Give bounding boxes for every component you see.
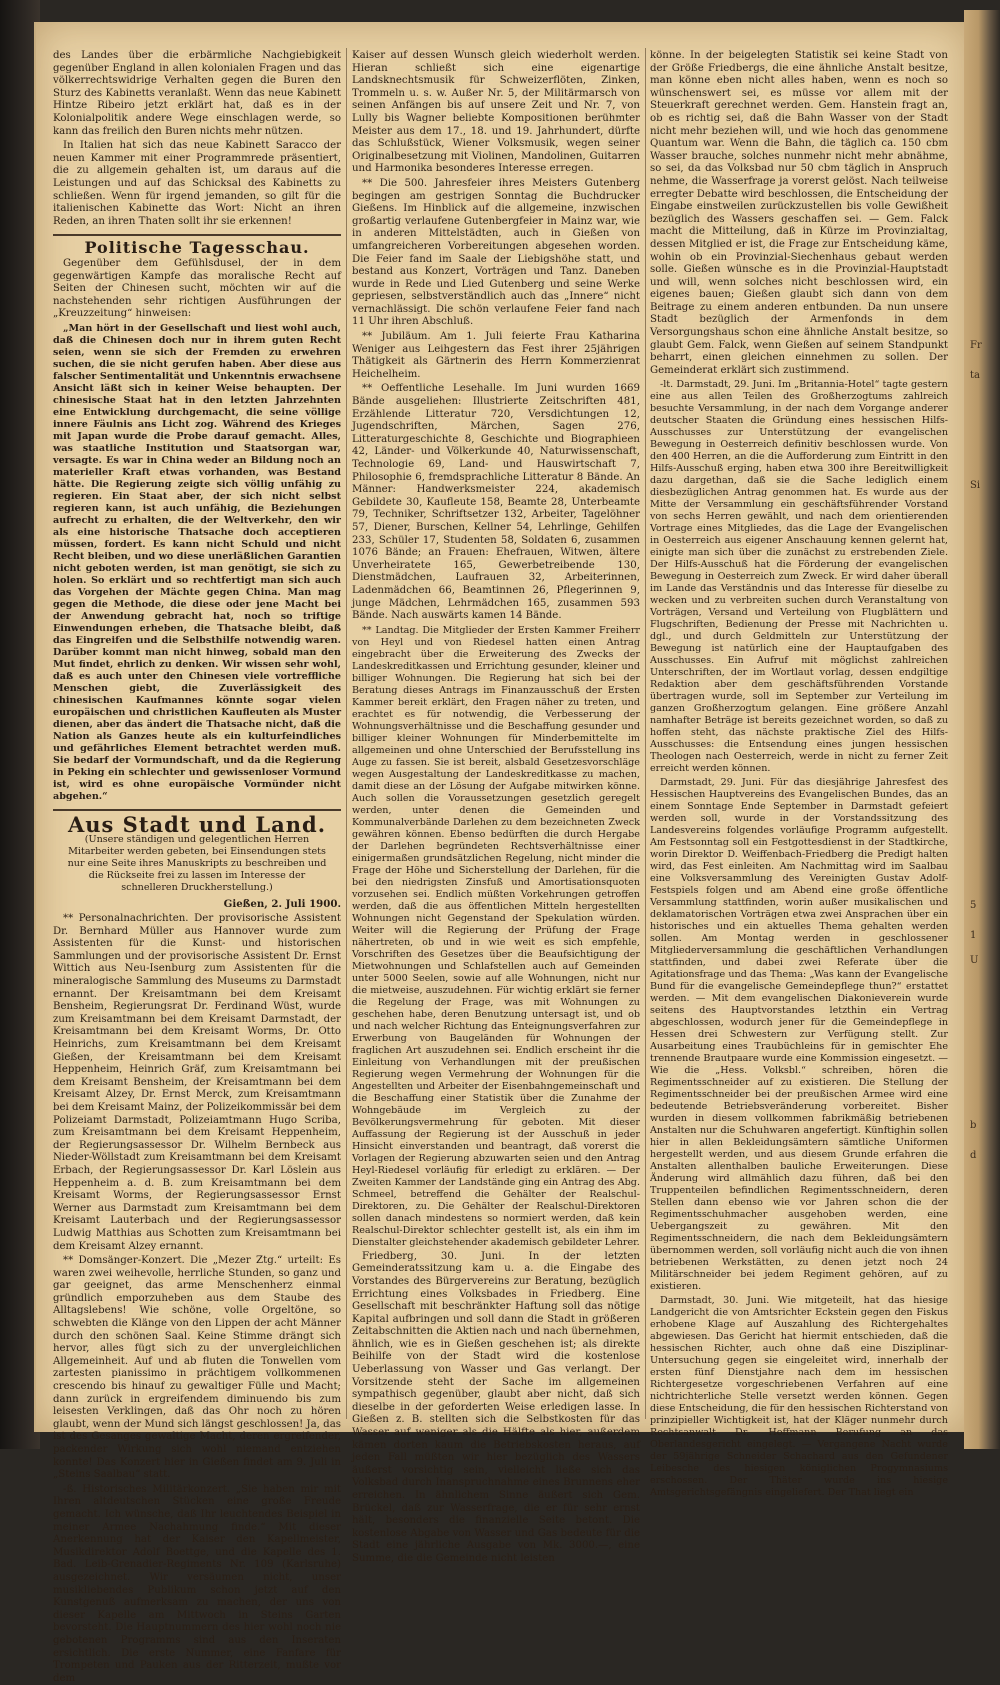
section-heading-local: Aus Stadt und Land. [67,811,327,837]
paragraph: des Landes über die erbärmliche Nachgiebigkeit gegenüber England in allen kolonialen Fragen und das völkerrechtswidrige Verhalten gegen die Buren den Sturz des Kabinetts veranlaßt. Wenn das neue Kabinett Hintze Ribeiro jetzt erklärt hat, daß es in der Kolonialpolitik andere Wege einschlagen werde, so kann das freilich den Buren nichts mehr nützen. [53,50,341,137]
paragraph: In Italien hat sich das neue Kabinett Saracco der neuen Kammer mit einer Programmrede präsentiert, die zu allgemein gehalten ist, um daraus auf die Leistungen und auf das Schicksal des Kabinetts zu schließen. Wenn für irgend jemanden, so gilt für die italienischen Kabinette das Wort: Nicht an ihren Reden, an ihren Thaten sollt ihr sie erkennen! [53,140,341,227]
adjacent-page-edge [964,10,1000,1449]
paragraph: -lt. Darmstadt, 29. Juni. Im „Britannia-Hotel“ tagte gestern eine aus allen Teilen des Großherzogtums zahlreich besuchte Versammlung, in der nach dem Vorgange anderer deutscher Staaten die Gründung eines hessischen Hilfs-Ausschusses zur Unterstützung der evangelischen Bewegung in Oesterreich definitiv beschlossen wurde. Von den 400 Herren, an die die Aufforderung zum Eintritt in den Hilfs-Ausschuß erging, haben etwa 300 ihre Bereitwilligkeit dazu dargethan, daß sie die Sache lediglich einem diesbezüglichen Antrag genommen hat. Es wurde aus der Mitte der Versammlung ein geschäftsführender Vorstand von sechs Herren gewählt, und nach dem orientierenden Vortrage eines Mitgliedes, das die Lage der Evangelischen in Oesterreich aus eigener Anschauung kennen gelernt hat, einigte man sich über die zunächst zu erstrebenden Ziele. Der Hilfs-Ausschuß hat die Förderung der evangelischen Bewegung in Oesterreich zum Zweck. Er wird daher überall im Lande das Verständnis und das Interesse für dieselbe zu wecken und zu verbreiten suchen durch Veranstaltung von Vorträgen, Versand und Verteilung von Flugblättern und Flugschriften, Bedienung der Presse mit Nachrichten u. dgl., und durch Geldmitteln zur Unterstützung der Bewegung ist natürlich eine der Hauptaufgaben des Ausschusses. Ein Aufruf mit möglichst zahlreichen Unterschriften, der im Wortlaut vorlag, dessen endgiltige Redaktion aber dem geschäftsführenden Vorstande übertragen wurde, soll im September zur Verteilung im ganzen Großherzogtum gelangen. Eine größere Anzahl namhafter Beträge ist bereits gezeichnet worden, so daß zu hoffen steht, das nächste praktische Ziel des Hilfs-Ausschusses: die Entsendung eines jungen hessischen Theologen nach Oesterreich, werde in nicht zu ferner Zeit erreicht werden können. [650,379,948,775]
paragraph: Darmstadt, 30. Juni. Wie mitgeteilt, hat das hiesige Landgericht die von Amtsrichter Eckstein gegen den Fiskus erhobene Klage auf Auszahlung des Richtergehaltes abgewiesen. Das Gericht hat hiermit entschieden, daß die hessischen Richter, auch ohne daß eine Disziplinar-Untersuchung gegen sie eingeleitet wird, innerhalb der ersten fünf Dienstjahre nach dem im hessischen Richtergesetze vorgeschriebenen Verfahren auf eine nichtrichterliche Stelle versetzt werden können. Gegen diese Entscheidung, die für den hessischen Richterstand von prinzipieller Wichtigkeit ist, hat der Kläger nunmehr durch Rechtsanwalt Dr. Hoffmann Berufung an das Oberlandesgericht eingelegt. — Vergangene Nacht wurde der 59jährige Schneider Schachard aus den Gefundener Leibesche des hiesigen königlichen Progymnasiums erschossen. Der Thäter wurde ins hiesige Amtsgerichtsgefängnis eingeliefert. Der That liegt ein [650,1295,948,1499]
dateline: Gießen, 2. Juli 1900. [223,898,341,911]
edge-snippet: Fr [970,340,982,351]
paragraph: ** Jubiläum. Am 1. Juli feierte Frau Katharina Weniger aus Leihgestern das Fest ihrer 25jährigen Thätigkeit als Gärtnerin des Herrn Kommerzienrat Heichelheim. [352,331,640,380]
edge-snippet: ta [970,370,980,381]
column-2 [352,50,640,1564]
paragraph: Darmstadt, 29. Juni. Für das diesjährige Jahresfest des Hessischen Hauptvereins des Evangelischen Bundes, das an einem Sonntage Ende September in Darmstadt gefeiert werden soll, wurde in der Vorstandssitzung des Landesvereins folgendes vorläufige Programm aufgestellt. Am Festsonntag soll ein Festgottesdienst in der Stadtkirche, worin Direktor D. Weiffenbach-Friedberg die Predigt halten wird, das Fest einleiten. Am Nachmittag wird im Saalbau eine Volksversammlung des Vereinigten Gustav Adolf-Festspiels folgen und am Abend eine große öffentliche Versammlung stattfinden, worin außer musikalischen und deklamatorischen Vorträgen etwa zwei Ansprachen über ein historisches und ein aktuelles Thema gehalten werden sollen. Am Montag werden in geschlossener Mitgliederversammlung die geschäftlichen Verhandlungen stattfinden, und dabei zwei Referate über die Agitationsfrage und das Thema: „Was kann der Evangelische Bund für die evangelische Gemeindepflege thun?“ erstattet werden. — Mit dem evangelischen Diakonieverein wurde seitens des Hauptvorstandes letzthin ein Vertrag abgeschlossen, wodurch jener für die Gemeindepflege in Hessen drei Schwestern zur Verfügung stellt. Zur Ausarbeitung eines Traubüchleins für in gemischter Ehe trennende Brautpaare wurde eine Kommission eingesetzt. — Wie die „Hess. Volksbl.“ schreiben, hören die Regimentsschneider auf zu existieren. Die Stellung der Regimentsschneider bei der preußischen Armee wird eine bedeutende Betriebsveränderung vorbereitet. Bisher wurden in diesem vollkommen fabrikmäßig betriebenen Anstalten nur die Schuhwaren angefertigt. Künftighin sollen hier in allen Bekleidungsämtern sämtliche Uniformen hergestellt werden, und aus diesem Grunde erfahren die Anstalten allenthalben bauliche Erweiterungen. Diese Änderung wird allmählich dazu führen, daß bei den Truppenteilen befindlichen Regimentsschneidern, deren Stellen dann ebenso wie vor Jahren schon die der Regimentsschuhmacher ausgehoben werden, eine Uebergangszeit zu gewähren. Mit den Regimentsschneidern, die nach dem Bekleidungsämtern übernommen werden, soll vorläufig nicht auch die von ihnen betriebenen Werkstätten, zu denen jetzt noch 24 Militärschneider bei jedem Regiment gehören, auf zu existieren. [650,777,948,1293]
edge-snippet: d [970,1150,977,1161]
paragraph: Friedberg, 30. Juni. In der letzten Gemeinderatssitzung kam u. a. die Eingabe des Vorstandes des Bürgervereins zur Beratung, bezüglich Errichtung eines Volksbades in Friedberg. Eine Gesellschaft mit beschränkter Haftung soll das nötige Kapital aufbringen und soll dann die Stadt in größeren Zeitabschnitten die Aktien nach und nach übernehmen, ähnlich, wie es in Gießen geschehen ist; als direkte Beihilfe von der Stadt wird die kostenlose Ueberlassung von Wasser und Gas verlangt. Der Vorsitzende steht der Sache im allgemeinen sympathisch gegenüber, glaubt aber nicht, daß sich dieselbe in der geforderten Weise erledigen lasse. In Gießen z. B. stellten sich die Selbstkosten für das Wasser auf weniger als die Hälfte als hier, außerdem kämen dorten kaum die Betriebskosten heraus, auf jeden Fall müßten wir hier bezüglich des Wassers äußerst vorsichtig sein, vielleicht ließe sich das Volksbad durch Inanspruchnahme eines Brunnens eher erreichen. In ähnlichem Sinne äußert sich Gem. Brückel, daß zur Wasserfrage, die er für sehr ernst hält, besonders die finanzielle Seite betont. Die kostenlose Abgabe von Wasser und Gas bedeute für die Stadt eine jährliche Ausgabe von Mk. 3000.—, eine Summe, die die Gemeinde nicht leisten [352,1250,640,1564]
column-divider [346,48,347,1419]
paragraph: ** Domsänger-Konzert. Die „Mezer Ztg.“ urteilt: Es waren zwei weihevolle, herrliche Stunden, so ganz und gar geeignet, das arme Menschenherz einmal gründlich emporzuheben aus dem Staube des Alltagslebens! Wie schöne, volle Orgeltöne, so schwebten die Klänge von den Lippen der acht Männer durch den schönen Saal. Keine Stimme drängt sich hervor, alles fügt sich zu der unvergleichlichen Allgemeinheit. Auf und ab fluten die Tonwellen vom zartesten pianissimo in prächtigem vollkommenen crescendo bis hinauf zu gewaltiger Fülle und Macht; dann zurück in ergreifendem diminuendo bis zum leisesten Verklingen, daß das Ohr noch zu hören glaubt, wenn der Mund sich längst geschlossen! Ja, das ist des Gesanges gewaltige Macht, deren ergreifender, packender Wirkung sich wohl niemand entziehen konnte! Das Konzert hier in Gießen findet am 9. Juli in „Steins Saalbau“ statt. [53,1255,341,1481]
column-1 [53,50,341,1684]
edge-snippet: b [970,1120,977,1131]
paragraph: ** Oeffentliche Lesehalle. Im Juni wurden 1669 Bände ausgeliehen: Illustrierte Zeitschriften 481, Erzählende Litteratur 720, Versdichtungen 12, Jugendschriften, Märchen, Sagen 276, Litteraturgeschichte 8, Geschichte und Biographieen 42, Länder- und Völkerkunde 40, Naturwissenschaft, Technologie 69, Land- und Hauswirtschaft 7, Philosophie 6, fremdsprachliche Litteratur 8 Bände. An Männer: Handwerksmeister 224, akademisch Gebildete 30, Kaufleute 158, Beamte 28, Unterbeamte 79, Techniker, Schriftsetzer 132, Arbeiter, Tagelöhner 57, Diener, Burschen, Kellner 54, Lehrlinge, Gehilfen 233, Schüler 17, Studenten 58, Soldaten 6, zusammen 1076 Bände; an Frauen: Ehefrauen, Witwen, ältere Unverheiratete 165, Gewerbetreibende 130, Dienstmädchen, Laufrauen 32, Arbeiterinnen, Ladenmädchen 66, Beamtinnen 26, Pflegerinnen 9, junge Mädchen, Lehrmädchen 165, zusammen 593 Bände. Nach auswärts kamen 14 Bände. [352,383,640,622]
edge-snippet: 1 [970,930,977,941]
quoted-paragraph: „Man hört in der Gesellschaft und liest wohl auch, daß die Chinesen doch nur in ihrem guten Recht seien, wenn sie sich der Fremden zu erwehren suchen, die sie nicht gerufen haben. Aber diese aus falscher Sentimentalität und Unkenntnis erwachsene Ansicht läßt sich in keiner Weise behaupten. Der chinesische Staat hat in den letzten Jahrzehnten eine Entwicklung durchgemacht, die seine völlige innere Fäulnis ans Licht zog. Während des Krieges mit Japan wurde die Probe darauf gemacht. Alles, was staatliche Institution und Staatsorgan war, versagte. Es war in China weder an Bildung noch an materieller Kraft etwas vorhanden, was Bestand hätte. Die Regierung zeigte sich völlig unfähig zu regieren. Ein Staat aber, der sich nicht selbst regieren kann, ist auch unfähig, die Beziehungen aufrecht zu erhalten, die der Weltverkehr, den wir als eine historische Thatsache doch acceptieren müssen, fordert. Es kann nicht Schuld und nicht Recht bleiben, und wo diese unerläßlichen Garantien nicht geboten werden, ist man genötigt, sie sich zu holen. So erklärt und so rechtfertigt man sich auch das Vorgehen der Mächte gegen China. Man mag gegen die Methode, die diese oder jene Macht bei der Anwendung gebracht hat, noch so triftige Einwendungen erheben, die Thatsache bleibt, daß das Eingreifen und die Selbsthilfe notwendig waren. Darüber kommt man nicht hinweg, sobald man den Mut findet, ehrlich zu denken. Wir wissen sehr wohl, daß es auch unter den Chinesen viele vortreffliche Menschen giebt, die Zuverlässigkeit des chinesischen Kaufmannes könnte sogar vielen europäischen und christlichen Kaufleuten als Muster dienen, aber das ändert die Thatsache nicht, daß die Nation als Ganzes heute als ein kulturfeindliches und gefährliches Element betrachtet werden muß. Sie bedarf der Vormundschaft, und da die Regierung in Peking ein schlechter und gewissenloser Vormund ist, wird es ohne europäische Vormünder nicht abgehen.“ [53,322,341,802]
paragraph: -ß. Historisches Militärkonzert. „Sie haben mir mit Ihren altdeutschen Stücken eine große Freude gemacht. Ich wünsche, daß Ihr leuchtendes Beispiel in meiner Armee Nachahmung finde.“ Mit dieser Anerkennung hat der Kaiser den Kapellmeister, Musikdirektor Adolf Boettge, und die Kapelle des 1. Bad. Leib-Grenadier-Regiments Nr. 109 (Karlsruhe) ausgezeichnet. Wir versäumen nicht, unser musikliebendes Publikum schon jetzt auf den Kunstgenuß aufmerksam zu machen, der uns von dieser Kapelle am Mittwoch in Steins Garten bevorsteht. Die Hauptnummern des hier wohl noch nie gebotenen Programms sind aus den Inseraten ersichtlich. Die erste Nummer, eine Fanfare für Trompeten und Pauken aus der Ritterzeit, mußte vor dem [53,1483,341,1684]
paragraph: Gegenüber dem Gefühlsdusel, der in dem gegenwärtigen Kampfe das moralische Recht auf Seiten der Chinesen sucht, möchten wir auf die nachstehenden sehr richtigen Ausführungen der „Kreuzzeitung“ hinweisen: [53,257,341,320]
column-divider [645,48,646,1419]
editorial-note: (Unsere ständigen und gelegentlichen Herren Mitarbeiter werden gebeten, bei Einsendungen stets nur eine Seite ihres Manuskripts zu beschreiben und die Rückseite frei zu lassen im Interesse der schnelleren Druckherstellung.) [67,834,327,894]
column-3 [650,50,948,1499]
paragraph: ** Landtag. Die Mitglieder der Ersten Kammer Freiherr von Heyl und von Riedesel hatten einen Antrag eingebracht über die Erweiterung des Zwecks der Landeskreditkassen und Errichtung gesunder, kleiner und billiger Wohnungen. Die Regierung hat sich bei der Beratung dieses Antrags im Finanzausschuß der Ersten Kammer bereit erklärt, den Fragen näher zu treten, und erachtet es für notwendig, die Verbesserung der Wohnungsverhältnisse und die Beschaffung gesunder und billiger kleiner Wohnungen für Minderbemittelte im allgemeinen und ohne Unterschied der Berufsstellung ins Auge zu fassen. Sie ist bereit, alsbald Gesetzesvorschläge wegen Ausgestaltung der Landeskreditkasse zu machen, damit diese an der Lösung der Aufgabe mitwirken könne. Auch sollen die Voraussetzungen gesetzlich geregelt werden, unter denen die Gemeinden und Kommunalverbände Darlehen zu dem bezeichneten Zweck gewähren können. Ebenso bedürften die durch Hergabe der Darlehen begründeten Rechtsverhältnisse einer einigermaßen grundsätzlichen Regelung, nicht minder die Frage der Höhe und Sicherstellung der Darlehen, für die bei den niedrigsten Zinsfuß und Amortisationsquoten vorzusehen sei. Endlich müßten Vorkehrungen getroffen werden, daß die aus öffentlichen Mitteln hergestellten Wohnungen nicht Gegenstand der Spekulation würden. Weiter will die Regierung der Prüfung der Frage nähertreten, ob und in wie weit es sich empfehle, Vorschriften des Gesetzes über die Beaufsichtigung der Mietwohnungen und Schlafstellen auch auf Gemeinden unter 5000 Seelen, sowie auf alle Wohnungen, nicht nur die mietweise, auszudehnen. Für wichtig erklärt sie ferner die Regelung der Frage, was mit Wohnungen zu geschehen habe, deren Benutzung untersagt ist, und ob und nach welcher Richtung das Enteignungsverfahren zur Erwerbung von Baugeländen für Wohnungen der fraglichen Art auszudehnen sei. Endlich erscheint ihr die Einleitung von Verhandlungen mit der preußischen Regierung wegen Vermehrung der Wohnungen für die Angestellten und Arbeiter der Eisenbahngemeinschaft und die Beschaffung einer Statistik über die Zunahme der Wohngebäude im Vergleich zu der Bevölkerungsvermehrung für geboten. Mit dieser Auffassung der Regierung ist der Ausschuß in jeder Hinsicht einverstanden und beantragt, daß vorerst die Vorlagen der Regierung abzuwarten seien und den Antrag Heyl-Riedesel vorläufig für erledigt zu erklären. — Der Zweiten Kammer der Landstände ging ein Antrag des Abg. Schmeel, betreffend die Gehälter der Realschul-Direktoren, zu. Die Gehälter der Realschul-Direktoren sollen danach mindestens so normiert werden, daß kein Realschul-Direktor schlechter gestellt ist, als ein ihm im Dienstalter gleichstehender akademisch gebildeter Lehrer. [352,624,640,1248]
section-rule [53,234,341,236]
section-rule [53,809,341,811]
paragraph: ** Personalnachrichten. Der provisorische Assistent Dr. Bernhard Müller aus Hannover wurde zum Assistenten für die Kunst- und historischen Sammlungen und der provisorische Assistent Dr. Ernst Wittich aus Neu-Isenburg zum Assistenten für die mineralogische Sammlung des Museums zu Darmstadt ernannt. Der Kreisamtmann bei dem Kreisamt Bensheim, Regierungsrat Dr. Ferdinand Wüst, wurde zum Kreisamtmann bei dem Kreisamt Darmstadt, der Kreisamtmann bei dem Kreisamt Worms, Dr. Otto Heinrichs, zum Kreisamtmann bei dem Kreisamt Gießen, der Kreisamtmann bei dem Kreisamt Heppenheim, Heinrich Gräf, zum Kreisamtmann bei dem Kreisamt Bensheim, der Kreisamtmann bei dem Kreisamt Alzey, Dr. Ernst Merck, zum Kreisamtmann bei dem Kreisamt Mainz, der Polizeikommissär bei dem Polizeiamt Darmstadt, Polizeiamtmann Hugo Scriba, zum Kreisamtmann bei dem Kreisamt Heppenheim, der Regierungsassessor Dr. Wilhelm Bernbeck aus Nieder-Wöllstadt zum Kreisamtmann bei dem Kreisamt Erbach, der Regierungsassessor Dr. Karl Löslein aus Heppenheim a. d. B. zum Kreisamtmann bei dem Kreisamt Worms, der Regierungsassessor Ernst Werner aus Darmstadt zum Kreisamtmann bei dem Kreisamt Lauterbach und der Regierungsassessor Ludwig Matthias aus Schotten zum Kreisamtmann bei dem Kreisamt Alzey ernannt. [53,913,341,1252]
paragraph: ** Die 500. Jahresfeier ihres Meisters Gutenberg begingen am gestrigen Sonntag die Buchdrucker Gießens. Im Hinblick auf die allgemeine, inzwischen großartig verlaufene Gutenbergfeier in Mainz war, wie in anderen Mittelstädten, auch in Gießen von umfangreicheren Vorbereitungen abgesehen worden. Die Feier fand im Saale der Liebigshöhe statt, und bestand aus Konzert, Vorträgen und Tanz. Daneben wurde in Rede und Lied Gutenberg und seine Werke gepriesen, selbstverständlich auch das „Innere“ nicht vernachlässigt. Die schön verlaufene Feier fand nach 11 Uhr ihren Abschluß. [352,177,640,328]
section-heading-politics: Politische Tagesschau. [84,238,310,258]
edge-snippet: U [970,955,979,966]
edge-snippet: Si [970,480,981,491]
paragraph: Kaiser auf dessen Wunsch gleich wiederholt werden. Hieran schließt sich eine eigenartige Landsknechtsmusik für Schweizerflöten, Zinken, Trommeln u. s. w. Außer Nr. 5, der Militärmarsch von seinen Anfängen bis auf unsere Zeit und Nr. 7, von Lully bis Wagner beliebte Kompositionen berühmter Meister aus dem 17., 18. und 19. Jahrhundert, dürfte das Schlußstück, Wiener Volksmusik, wegen seiner Originalbesetzung mit Violinen, Mandolinen, Guitarren und Harmonika besonderes Interesse erregen. [352,50,640,175]
paragraph: könne. In der beigelegten Statistik sei keine Stadt von der Größe Friedbergs, die eine ähnliche Anstalt besitze, man könne eben nicht alles haben, wenn es noch so wünschenswert sei, es müsse vor allem mit der Steuerkraft gerechnet werden. Gem. Hanstein fragt an, ob es richtig sei, daß die Bahn Wasser von der Stadt nicht mehr beziehen will, und wie hoch das genommene Quantum war. Wenn die Bahn, die täglich ca. 150 cbm Wasser brauche, solches nunmehr nicht mehr abnähme, so sei, da das Volksbad nur 50 cbm täglich in Anspruch nehme, die Wasserfrage ja vorerst gelöst. Nach teilweise erregter Debatte wird beschlossen, die Entscheidung der Eingabe einstweilen zurückzustellen bis volle Gewißheit bezüglich des Wassers geschaffen sei. — Gem. Falck macht die Mitteilung, daß in Kürze im Provinzialtag, dessen Mitglied er ist, die Frage zur Entscheidung käme, wohin ob ein Provinzial-Siechenhaus gebaut werden solle. Gießen wünsche es in die Provinzial-Hauptstadt und will, wenn solches nicht beschlossen wird, ein eigenes bauen; Gießen glaubt sich dann von dem Beitrage zu einem anderen entbunden. Da nun unsere Stadt bezüglich der Armenfonds in dem Versorgungshaus schon eine ähnliche Anstalt besitze, so glaubt Gem. Falck, wenn Gießen auf seinem Standpunkt beharrt, einen gleichen einnehmen zu sollen. Der Gemeinderat erklärt sich zustimmend. [650,50,948,376]
edge-snippet: 5 [970,900,977,911]
